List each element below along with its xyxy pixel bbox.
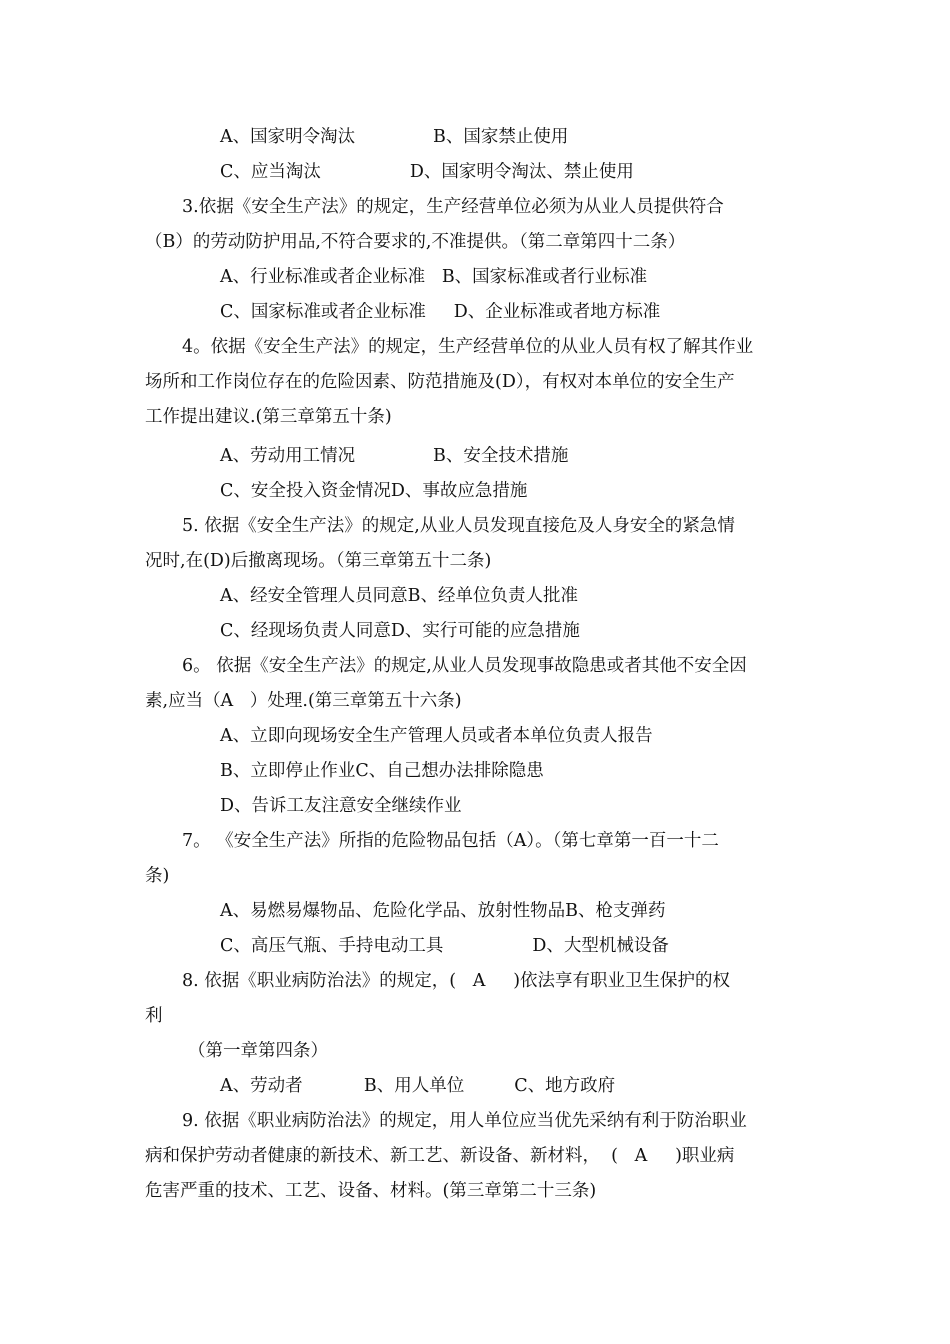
option-line: C、应当淘汰 D、国家明令淘汰、禁止使用 — [220, 162, 634, 182]
question-line: 9. 依据《职业病防治法》的规定，用人单位应当优先采纳有利于防治职业 — [182, 1111, 747, 1131]
question-line: 条) — [145, 866, 170, 886]
question-line: 8. 依据《职业病防治法》的规定，( A )依法享有职业卫生保护的权 — [182, 971, 731, 991]
option-line: A、劳动用工情况 B、安全技术措施 — [220, 446, 569, 466]
option-line: C、国家标准或者企业标准 D、企业标准或者地方标准 — [220, 302, 661, 322]
question-line: 素,应当（A ）处理.(第三章第五十六条) — [145, 691, 462, 711]
question-line: 利 — [145, 1006, 163, 1026]
question-line: 病和保护劳动者健康的新技术、新工艺、新设备、新材料， ( A )职业病 — [145, 1146, 735, 1166]
question-line: （B）的劳动防护用品,不符合要求的,不准提供。（第二章第四十二条） — [145, 232, 686, 252]
option-line: A、经安全管理人员同意B、经单位负责人批准 — [220, 586, 578, 606]
question-line: 场所和工作岗位存在的危险因素、防范措施及(D），有权对本单位的安全生产 — [145, 372, 735, 392]
option-line: D、告诉工友注意安全继续作业 — [220, 796, 462, 816]
option-line: A、劳动者 B、用人单位 C、地方政府 — [220, 1076, 616, 1096]
question-line: 7。 《安全生产法》所指的危险物品包括（A）。（第七章第一百一十二 — [182, 831, 719, 851]
option-line: A、国家明令淘汰 B、国家禁止使用 — [220, 127, 569, 147]
option-line: C、经现场负责人同意D、实行可能的应急措施 — [220, 621, 580, 641]
option-line: C、安全投入资金情况D、事故应急措施 — [220, 481, 528, 501]
option-line: A、行业标准或者企业标准 B、国家标准或者行业标准 — [220, 267, 648, 287]
question-line: 危害严重的技术、工艺、设备、材料。(第三章第二十三条) — [145, 1181, 597, 1201]
option-line: C、高压气瓶、手持电动工具 D、大型机械设备 — [220, 936, 669, 956]
option-line: A、立即向现场安全生产管理人员或者本单位负责人报告 — [220, 726, 653, 746]
option-line: A、易燃易爆物品、危险化学品、放射性物品B、枪支弹药 — [220, 901, 666, 921]
question-line: 况时,在(D)后撤离现场。（第三章第五十二条) — [145, 551, 492, 571]
question-line: 3.依据《安全生产法》的规定，生产经营单位必须为从业人员提供符合 — [182, 197, 724, 217]
question-line: 4。依据《安全生产法》的规定，生产经营单位的从业人员有权了解其作业 — [182, 337, 754, 357]
question-line: 工作提出建议.(第三章第五十条) — [145, 407, 392, 427]
reference-line: （第一章第四条） — [188, 1041, 328, 1061]
question-line: 5. 依据《安全生产法》的规定,从业人员发现直接危及人身安全的紧急情 — [182, 516, 735, 536]
question-line: 6。 依据《安全生产法》的规定,从业人员发现事故隐患或者其他不安全因 — [182, 656, 747, 676]
option-line: B、立即停止作业C、自己想办法排除隐患 — [220, 761, 544, 781]
